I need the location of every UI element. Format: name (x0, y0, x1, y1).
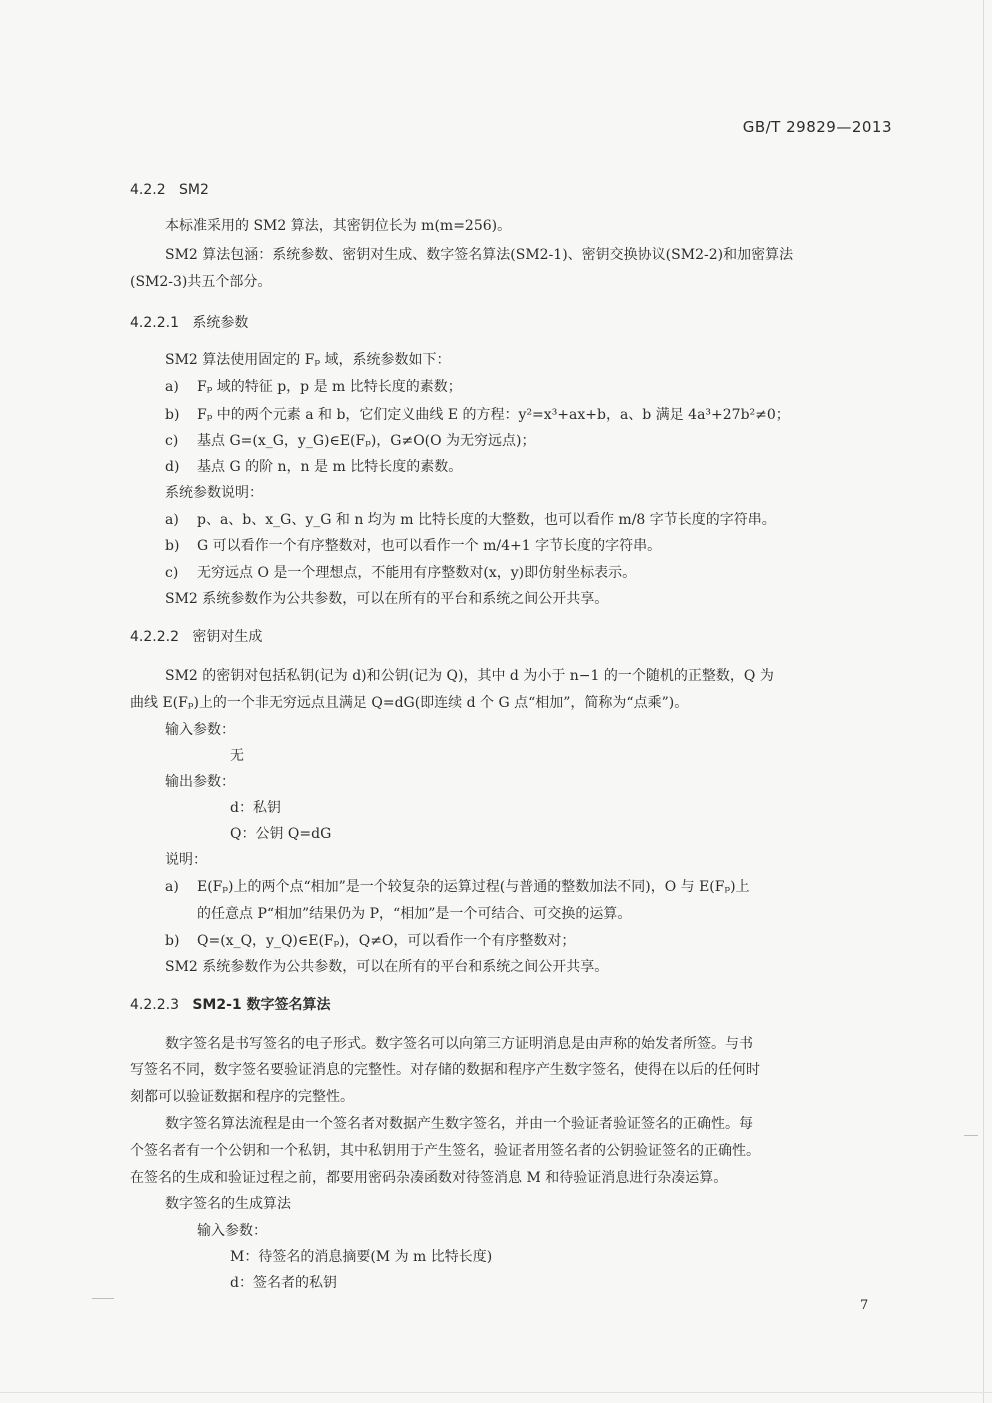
scan-edge-right (983, 0, 984, 1403)
scan-mark (92, 1298, 114, 1299)
list-item (165, 405, 790, 425)
paragraph: 数字签名的生成算法 (165, 1196, 291, 1212)
list-label: a) (165, 512, 179, 528)
paragraph: 输入参数： (165, 722, 235, 738)
list-label: b) (165, 933, 180, 949)
list-item (165, 563, 636, 583)
list-item (165, 431, 536, 451)
section-number: 4.2.2.3 (130, 997, 179, 1013)
paragraph: 写签名不同，数字签名要验证消息的完整性。对存储的数据和程序产生数字签名，使得在以后的任何时 (130, 1062, 760, 1078)
list-label: c) (165, 565, 179, 581)
paragraph: 本标准采用的 SM2 算法，其密钥位长为 m(m=256)。 (165, 218, 512, 234)
list-text-continued: 的任意点 P“相加”结果仍为 P，“相加”是一个可结合、可交换的运算。 (197, 906, 632, 922)
list-item (165, 536, 661, 556)
paragraph: SM2 算法使用固定的 Fₚ 域，系统参数如下： (165, 352, 451, 368)
section-title: 密钥对生成 (192, 629, 263, 645)
paragraph: 数字签名是书写签名的电子形式。数字签名可以向第三方证明消息是由声称的始发者所签。与书 (165, 1036, 753, 1052)
paragraph: 在签名的生成和验证过程之前，都要用密码杂凑函数对待签消息 M 和待验证消息进行杂凑运算。 (130, 1170, 728, 1186)
list-text: p、a、b、x_G、y_G 和 n 均为 m 比特长度的大整数，也可以看作 m/8 字节长度的字符串。 (197, 512, 776, 528)
paragraph: 系统参数说明： (165, 485, 263, 501)
list-label: b) (165, 407, 180, 423)
paragraph: 个签名者有一个公钥和一个私钥，其中私钥用于产生签名，验证者用签名者的公钥验证签名的正确性。 (130, 1143, 760, 1159)
section-title: SM2 (178, 182, 209, 198)
paragraph: (SM2-3)共五个部分。 (130, 274, 272, 290)
list-label: a) (165, 379, 179, 395)
param-value: 无 (230, 748, 244, 764)
list-label: c) (165, 433, 179, 449)
section-heading-4-2-2-1 (130, 313, 248, 333)
param-value: M：待签名的消息摘要(M 为 m 比特长度) (230, 1249, 493, 1265)
section-heading-4-2-2-2 (130, 627, 262, 647)
list-text: Fₚ 中的两个元素 a 和 b，它们定义曲线 E 的方程：y²=x³+ax+b，a、b 满足 4a³+27b²≠0； (197, 407, 790, 423)
scan-edge-bottom (0, 1392, 992, 1393)
list-item (165, 457, 462, 477)
paragraph: 输入参数： (197, 1223, 267, 1239)
section-title: SM2-1 数字签名算法 (192, 997, 331, 1013)
section-heading-4-2-2-3 (130, 995, 331, 1015)
section-number: 4.2.2 (130, 182, 166, 198)
param-value: Q：公钥 Q=dG (230, 826, 332, 842)
paragraph: 输出参数： (165, 774, 235, 790)
list-item (165, 931, 575, 951)
scan-mark (964, 1135, 978, 1136)
list-text: 基点 G 的阶 n，n 是 m 比特长度的素数。 (197, 459, 463, 475)
section-heading-4-2-2 (130, 180, 209, 200)
list-label: b) (165, 538, 180, 554)
paragraph: 刻都可以验证数据和程序的完整性。 (130, 1089, 354, 1105)
list-item (165, 510, 776, 530)
paragraph: SM2 系统参数作为公共参数，可以在所有的平台和系统之间公开共享。 (165, 591, 609, 607)
list-text: E(Fₚ)上的两个点“相加”是一个较复杂的运算过程(与普通的整数加法不同)，O 与 E(Fₚ)上 (197, 879, 750, 895)
param-value: d：签名者的私钥 (230, 1275, 337, 1291)
list-text: Q=(x_Q，y_Q)∈E(Fₚ)，Q≠O，可以看作一个有序整数对； (197, 933, 576, 949)
paragraph: 说明： (165, 852, 207, 868)
paragraph: SM2 系统参数作为公共参数，可以在所有的平台和系统之间公开共享。 (165, 959, 609, 975)
paragraph: SM2 的密钥对包括私钥(记为 d)和公钥(记为 Q)，其中 d 为小于 n−1 的一个随机的正整数，Q 为 (165, 668, 774, 684)
section-number: 4.2.2.2 (130, 629, 179, 645)
list-label: a) (165, 879, 179, 895)
list-item (165, 877, 750, 897)
page-number: 7 (860, 1298, 869, 1313)
list-text: G 可以看作一个有序整数对，也可以看作一个 m/4+1 字节长度的字符串。 (197, 538, 662, 554)
standard-number: GB/T 29829—2013 (742, 118, 892, 136)
list-text: 无穷远点 O 是一个理想点，不能用有序整数对(x，y)即仿射坐标表示。 (197, 565, 637, 581)
list-item (165, 377, 462, 397)
paragraph: SM2 算法包涵：系统参数、密钥对生成、数字签名算法(SM2-1)、密钥交换协议(SM2-2)和加密算法 (165, 247, 794, 263)
list-label: d) (165, 459, 180, 475)
section-number: 4.2.2.1 (130, 315, 179, 331)
param-value: d：私钥 (230, 800, 281, 816)
paragraph: 数字签名算法流程是由一个签名者对数据产生数字签名，并由一个验证者验证签名的正确性。每 (165, 1116, 753, 1132)
list-text: 基点 G=(x_G，y_G)∈E(Fₚ)，G≠O(O 为无穷远点)； (197, 433, 536, 449)
paragraph: 曲线 E(Fₚ)上的一个非无穷远点且满足 Q=dG(即连续 d 个 G 点“相加”，简称为“点乘”)。 (130, 695, 689, 711)
list-text: Fₚ 域的特征 p，p 是 m 比特长度的素数； (197, 379, 462, 395)
section-title: 系统参数 (192, 315, 249, 331)
